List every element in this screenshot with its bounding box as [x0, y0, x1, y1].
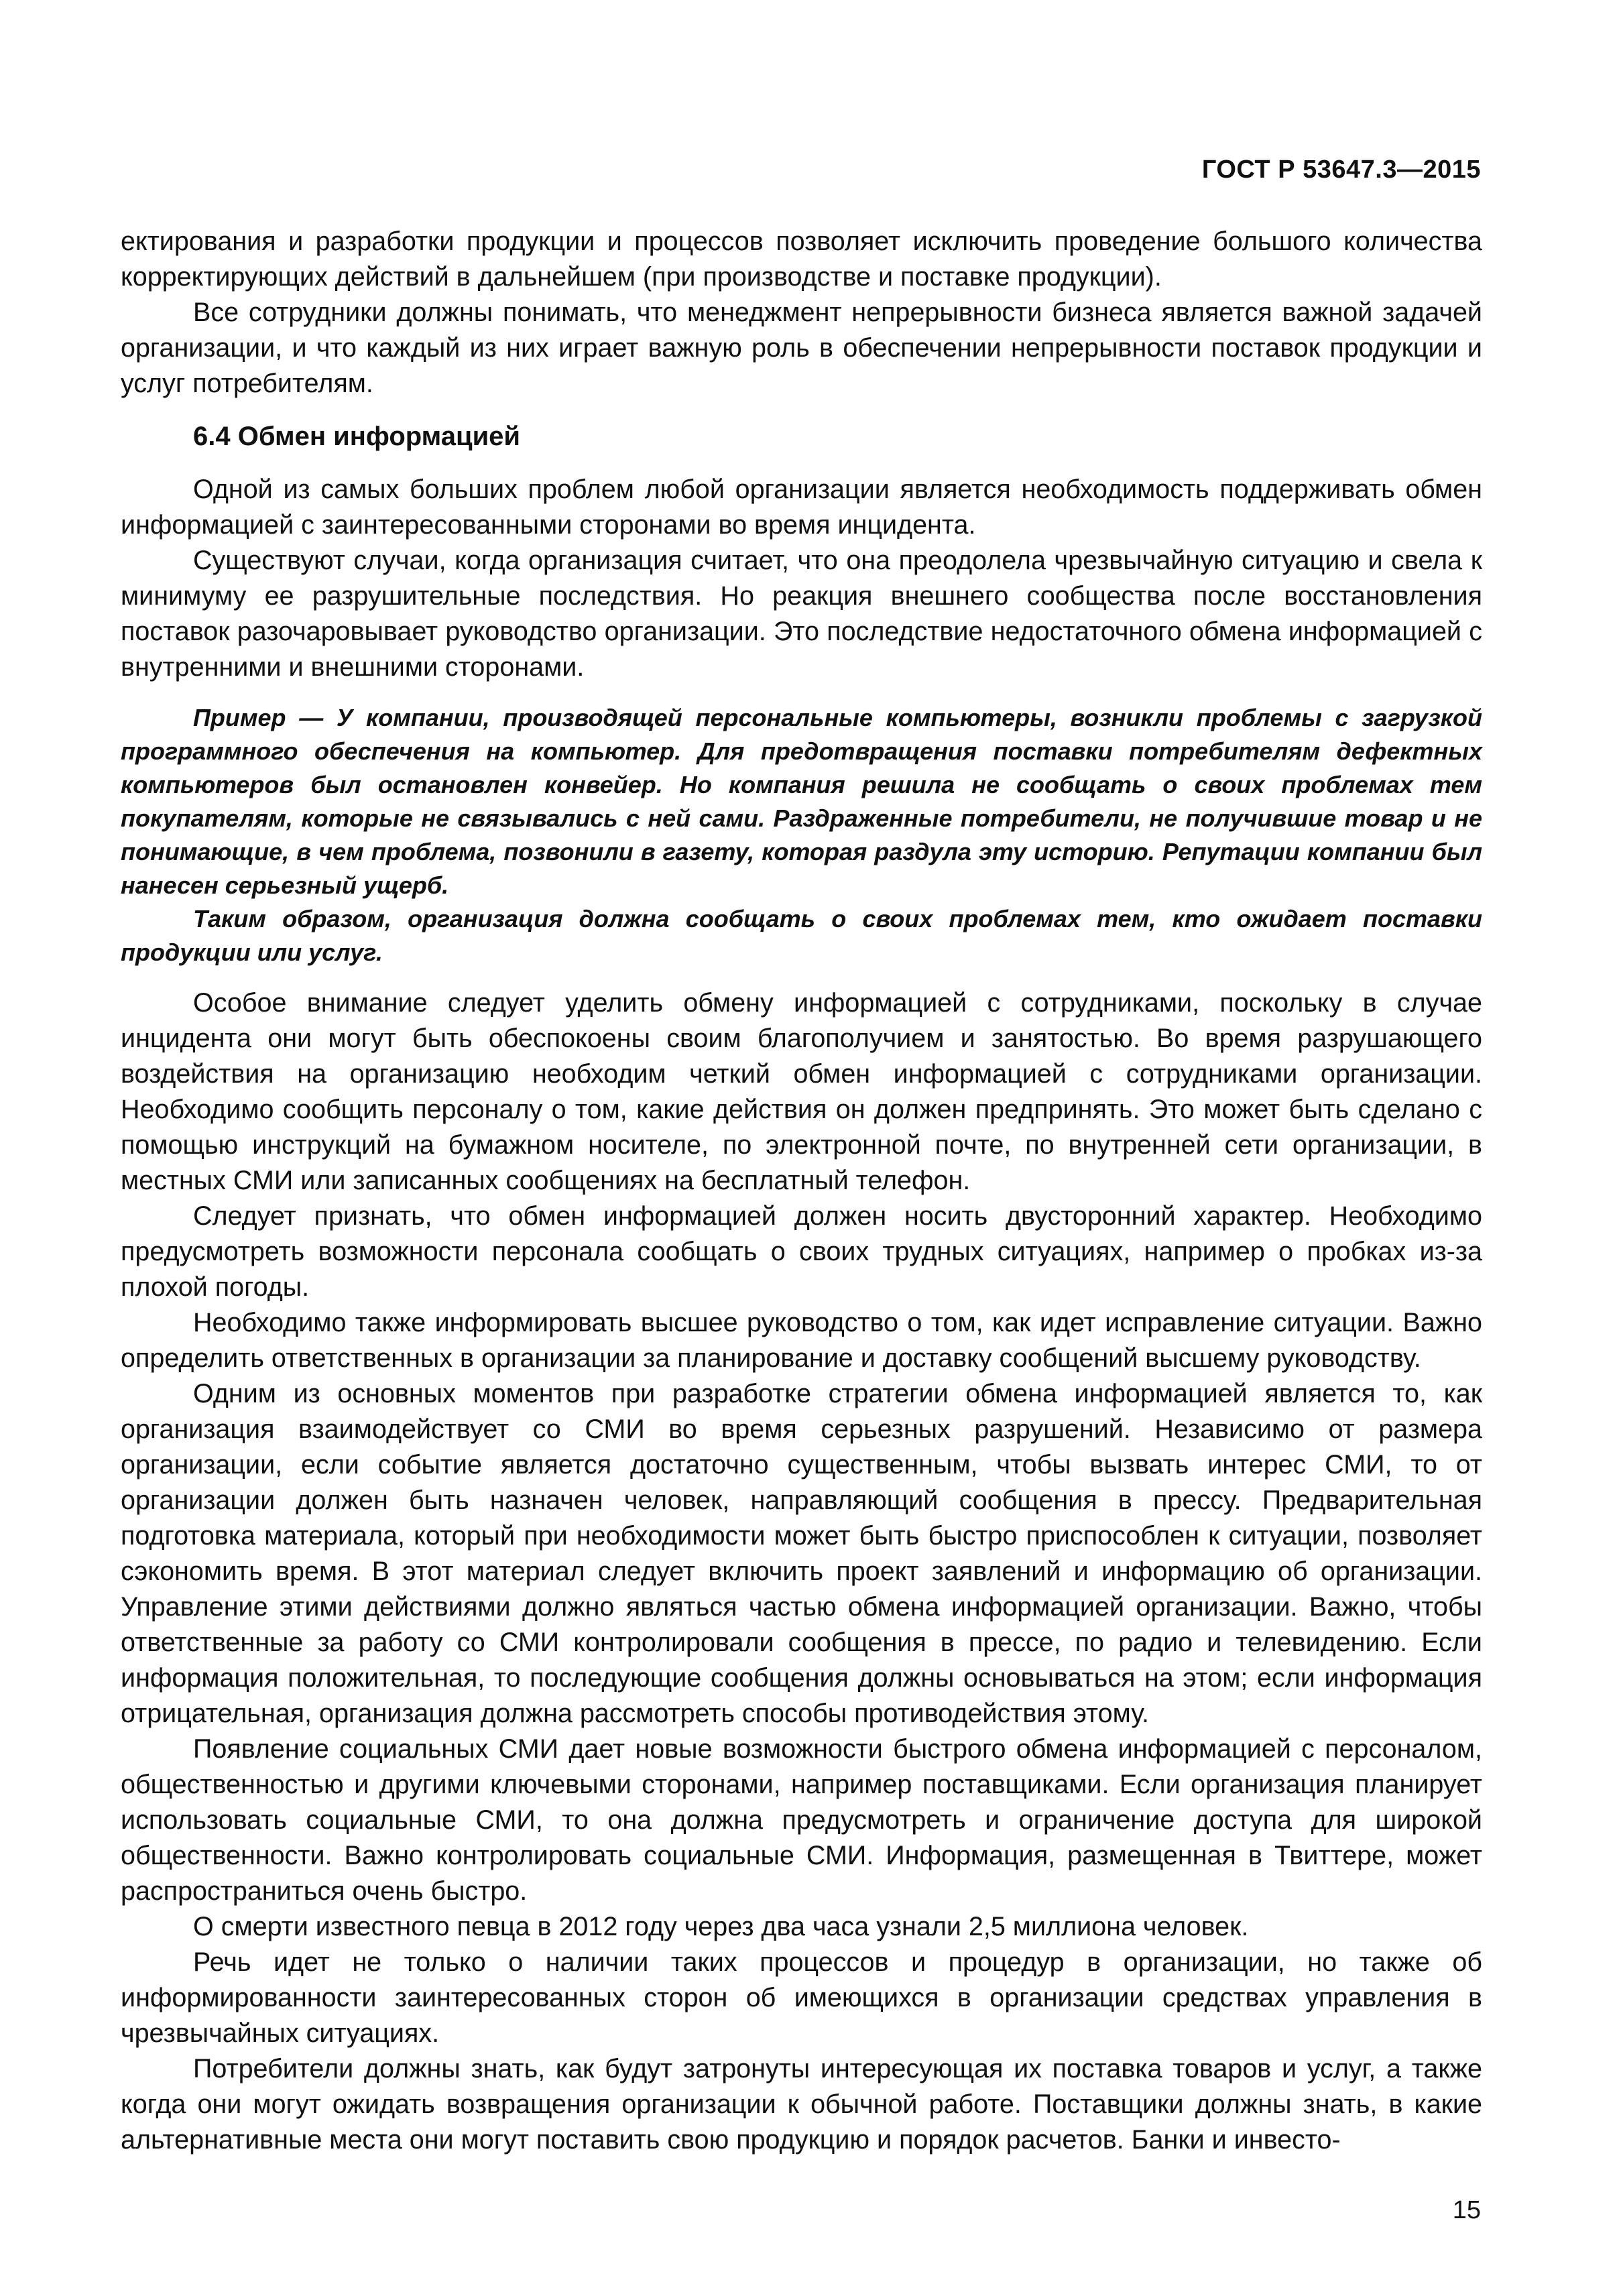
paragraph: Существуют случаи, когда организация считает, что она преодолела чрезвычайную ситуацию и свела к минимуму ее разрушительные последствия. Но реакция внешнего сообщества после восстановления поставок разочаровывает руководство организации. Это последствие недостаточного обмена информацией с внутренними и внешними сторонами. — [121, 546, 1482, 682]
section-heading: 6.4 Обмен информацией — [193, 422, 521, 451]
document-body — [121, 224, 1482, 2158]
paragraph: Необходимо также информировать высшее руководство о том, как идет исправление ситуации. Важно определить ответственных в организации за планирование и доставку сообщений высшему руководству. — [121, 1308, 1482, 1373]
paragraph: Потребители должны знать, как будут затронуты интересующая их поставка товаров и услуг, а также когда они могут ожидать возвращения организации к обычной работе. Поставщики должны знать, в какие альтернативные места они могут поставить свою продукцию и порядок расчетов. Банки и инвесто- — [121, 2054, 1482, 2155]
standard-code-header: ГОСТ Р 53647.3—2015 — [1201, 156, 1481, 184]
example-block — [121, 701, 1482, 969]
example-conclusion: Таким образом, организация должна сообщать о своих проблемах тем, кто ожидает поставки продукции или услуг. — [121, 905, 1482, 966]
paragraph: Одной из самых больших проблем любой организации является необходимость поддерживать обмен информацией с заинтересованными сторонами во время инцидента. — [121, 475, 1482, 540]
paragraph: Следует признать, что обмен информацией должен носить двусторонний характер. Необходимо предусмотреть возможности персонала сообщать о своих трудных ситуациях, например о пробках из-за плохой погоды. — [121, 1201, 1482, 1302]
paragraph: Одним из основных моментов при разработке стратегии обмена информацией является то, как организация взаимодействует со СМИ во время серьезных разрушений. Независимо от размера организации, если событие является достаточно существенным, чтобы вызвать интерес СМИ, то от организации должен быть назначен человек, направляющий сообщения в прессу. Предварительная подготовка материала, который при необходимости может быть быстро приспособлен к ситуации, позволяет сэкономить время. В этот материал следует включить проект заявлений и информацию об организации. Управление этими действиями должно являться частью обмена информацией организации. Важно, чтобы ответственные за работу со СМИ контролировали сообщения в прессе, по радио и телевидению. Если информация положительная, то последующие сообщения должны основываться на этом; если информация отрицательная, организация должна рассмотреть способы противодействия этому. — [121, 1379, 1482, 1728]
page-number: 15 — [1452, 2196, 1481, 2224]
paragraph: Появление социальных СМИ дает новые возможности быстрого обмена информацией с персоналом, общественностью и другими ключевыми сторонами, например поставщиками. Если организация планирует использовать социальные СМИ, то она должна предусмотреть и ограничение доступа для широкой общественности. Важно контролировать социальные СМИ. Информация, размещенная в Твиттере, может распространиться очень быстро. — [121, 1734, 1482, 1906]
paragraph-continued: ектирования и разработки продукции и процессов позволяет исключить проведение большого количества корректирующих действий в дальнейшем (при производстве и поставке продукции). — [121, 227, 1482, 292]
paragraph: Все сотрудники должны понимать, что менеджмент непрерывности бизнеса является важной задачей организации, и что каждый из них играет важную роль в обеспечении непрерывности поставок продукции и услуг потребителям. — [121, 298, 1482, 398]
example-paragraph: Пример — У компании, производящей персональные компьютеры, возникли проблемы с загрузкой программного обеспечения на компьютер. Для предотвращения поставки потребителям дефектных компьютеров был остановлен конвейер. Но компания решила не сообщать о своих проблемах тем покупателям, которые не связывались с ней сами. Раздраженные потребители, не получившие товар и не понимающие, в чем проблема, позвонили в газету, которая раздула эту историю. Репутации компании был нанесен серьезный ущерб. — [121, 704, 1482, 899]
paragraph: Речь идет не только о наличии таких процессов и процедур в организации, но также об информированности заинтересованных сторон об имеющихся в организации средствах управления в чрезвычайных ситуациях. — [121, 1947, 1482, 2048]
paragraph: О смерти известного певца в 2012 году через два часа узнали 2,5 миллиона человек. — [193, 1912, 1249, 1941]
paragraph: Особое внимание следует уделить обмену информацией с сотрудниками, поскольку в случае инцидента они могут быть обеспокоены своим благополучием и занятостью. Во время разрушающего воздействия на организацию необходим четкий обмен информацией с сотрудниками организации. Необходимо сообщить персоналу о том, какие действия он должен предпринять. Это может быть сделано с помощью инструкций на бумажном носителе, по электронной почте, по внутренней сети организации, в местных СМИ или записанных сообщениях на бесплатный телефон. — [121, 988, 1482, 1195]
